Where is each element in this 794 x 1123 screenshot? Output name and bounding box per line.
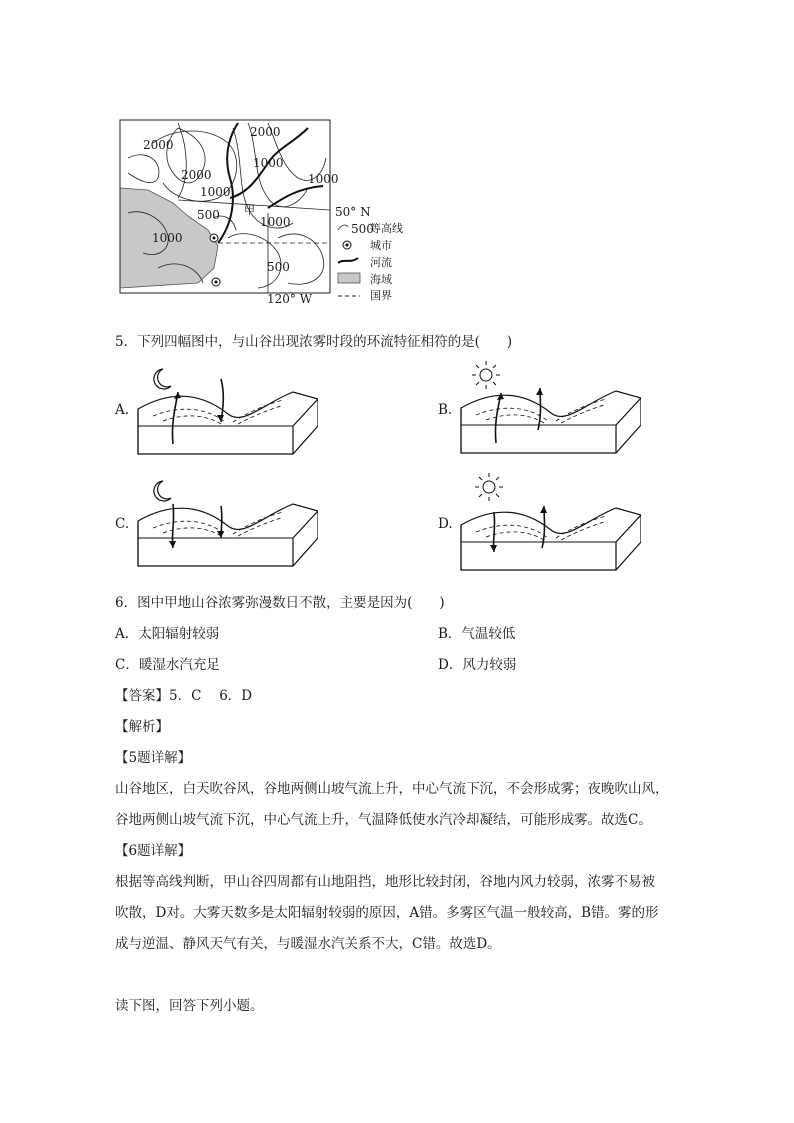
legend-contour-value: 500 — [351, 222, 374, 236]
valley-diagram-a — [133, 364, 318, 459]
question-6-stem: 6．图中甲地山谷浓雾弥漫数日不散，主要是因为( ) — [115, 595, 445, 611]
legend-border-label: 国界 — [370, 289, 392, 302]
next-instruction: 读下图，回答下列小题。 — [115, 998, 264, 1014]
contour-label: 500 — [267, 260, 290, 274]
latitude-label: 50° N — [335, 205, 371, 219]
q6-detail-heading: 【6题详解】 — [115, 843, 192, 859]
q5-detail-line-1: 山谷地区，白天吹谷风，谷地两侧山坡气流上升，中心气流下沉，不会形成雾；夜晚吹山风， — [115, 781, 669, 797]
contour-label: 1000 — [200, 185, 231, 199]
option-d-label: D. — [438, 516, 453, 532]
legend-river-symbol — [338, 258, 358, 263]
legend-contour-symbol — [338, 225, 348, 230]
contour-label: 2000 — [250, 125, 281, 139]
answer-label: 【答案】 — [115, 688, 169, 704]
option-b-label: B. — [438, 402, 453, 418]
place-jia: 甲 — [244, 204, 255, 217]
answer-line — [115, 688, 252, 704]
valley-diagram-c — [133, 476, 318, 571]
q6-option-b: B．气温较低 — [438, 626, 516, 642]
contour-label: 1000 — [253, 156, 284, 170]
q5-detail-line-2: 谷地两侧山坡气流下沉，中心气流上升，气温降低使水汽冷却凝结，可能形成雾。故选C。 — [115, 812, 652, 828]
moon-icon — [154, 369, 171, 389]
question-5-stem: 5．下列四幅图中，与山谷出现浓雾时段的环流特征相符的是( ) — [115, 334, 513, 350]
q5-detail-heading: 【5题详解】 — [115, 750, 192, 766]
q6-option-d: D．风力较弱 — [438, 657, 517, 673]
q6-detail-line-2: 吹散，D对。大雾天数多是太阳辐射较弱的原因，A错。多雾区气温一般较高，B错。雾的形 — [115, 905, 659, 921]
contour-label: 1000 — [260, 215, 291, 229]
q6-option-a: A．太阳辐射较弱 — [115, 626, 220, 642]
contour-label: 1000 — [308, 172, 339, 186]
legend-sea-symbol — [338, 273, 360, 283]
contour-label: 500 — [197, 208, 220, 222]
sun-icon — [475, 473, 503, 501]
longitude-label: 120° W — [267, 292, 313, 306]
legend-contour-label: 等高线 — [370, 222, 403, 235]
contour-label: 1000 — [152, 231, 183, 245]
legend-river-label: 河流 — [370, 256, 392, 269]
legend-sea-label: 海域 — [370, 273, 392, 286]
option-a-label: A. — [115, 402, 130, 418]
q6-option-c: C．暖湿水汽充足 — [115, 657, 220, 673]
sun-icon — [472, 361, 500, 389]
analysis-label: 【解析】 — [115, 719, 169, 735]
q6-detail-line-1: 根据等高线判断，甲山谷四周都有山地阻挡，地形比较封闭，谷地内风力较弱，浓雾不易被 — [115, 874, 655, 890]
option-c-label: C. — [115, 516, 130, 532]
valley-diagram-d — [456, 470, 641, 575]
moon-icon — [154, 481, 171, 501]
legend-city-label: 城市 — [370, 239, 392, 252]
contour-label: 2000 — [143, 138, 174, 152]
contour-label: 2000 — [181, 168, 212, 182]
valley-diagram-b — [456, 358, 641, 458]
q6-detail-line-3: 成与逆温、静风天气有关，与暖湿水汽关系不大，C错。故选D。 — [115, 936, 501, 952]
answer-value: 5．C 6．D — [169, 688, 253, 704]
